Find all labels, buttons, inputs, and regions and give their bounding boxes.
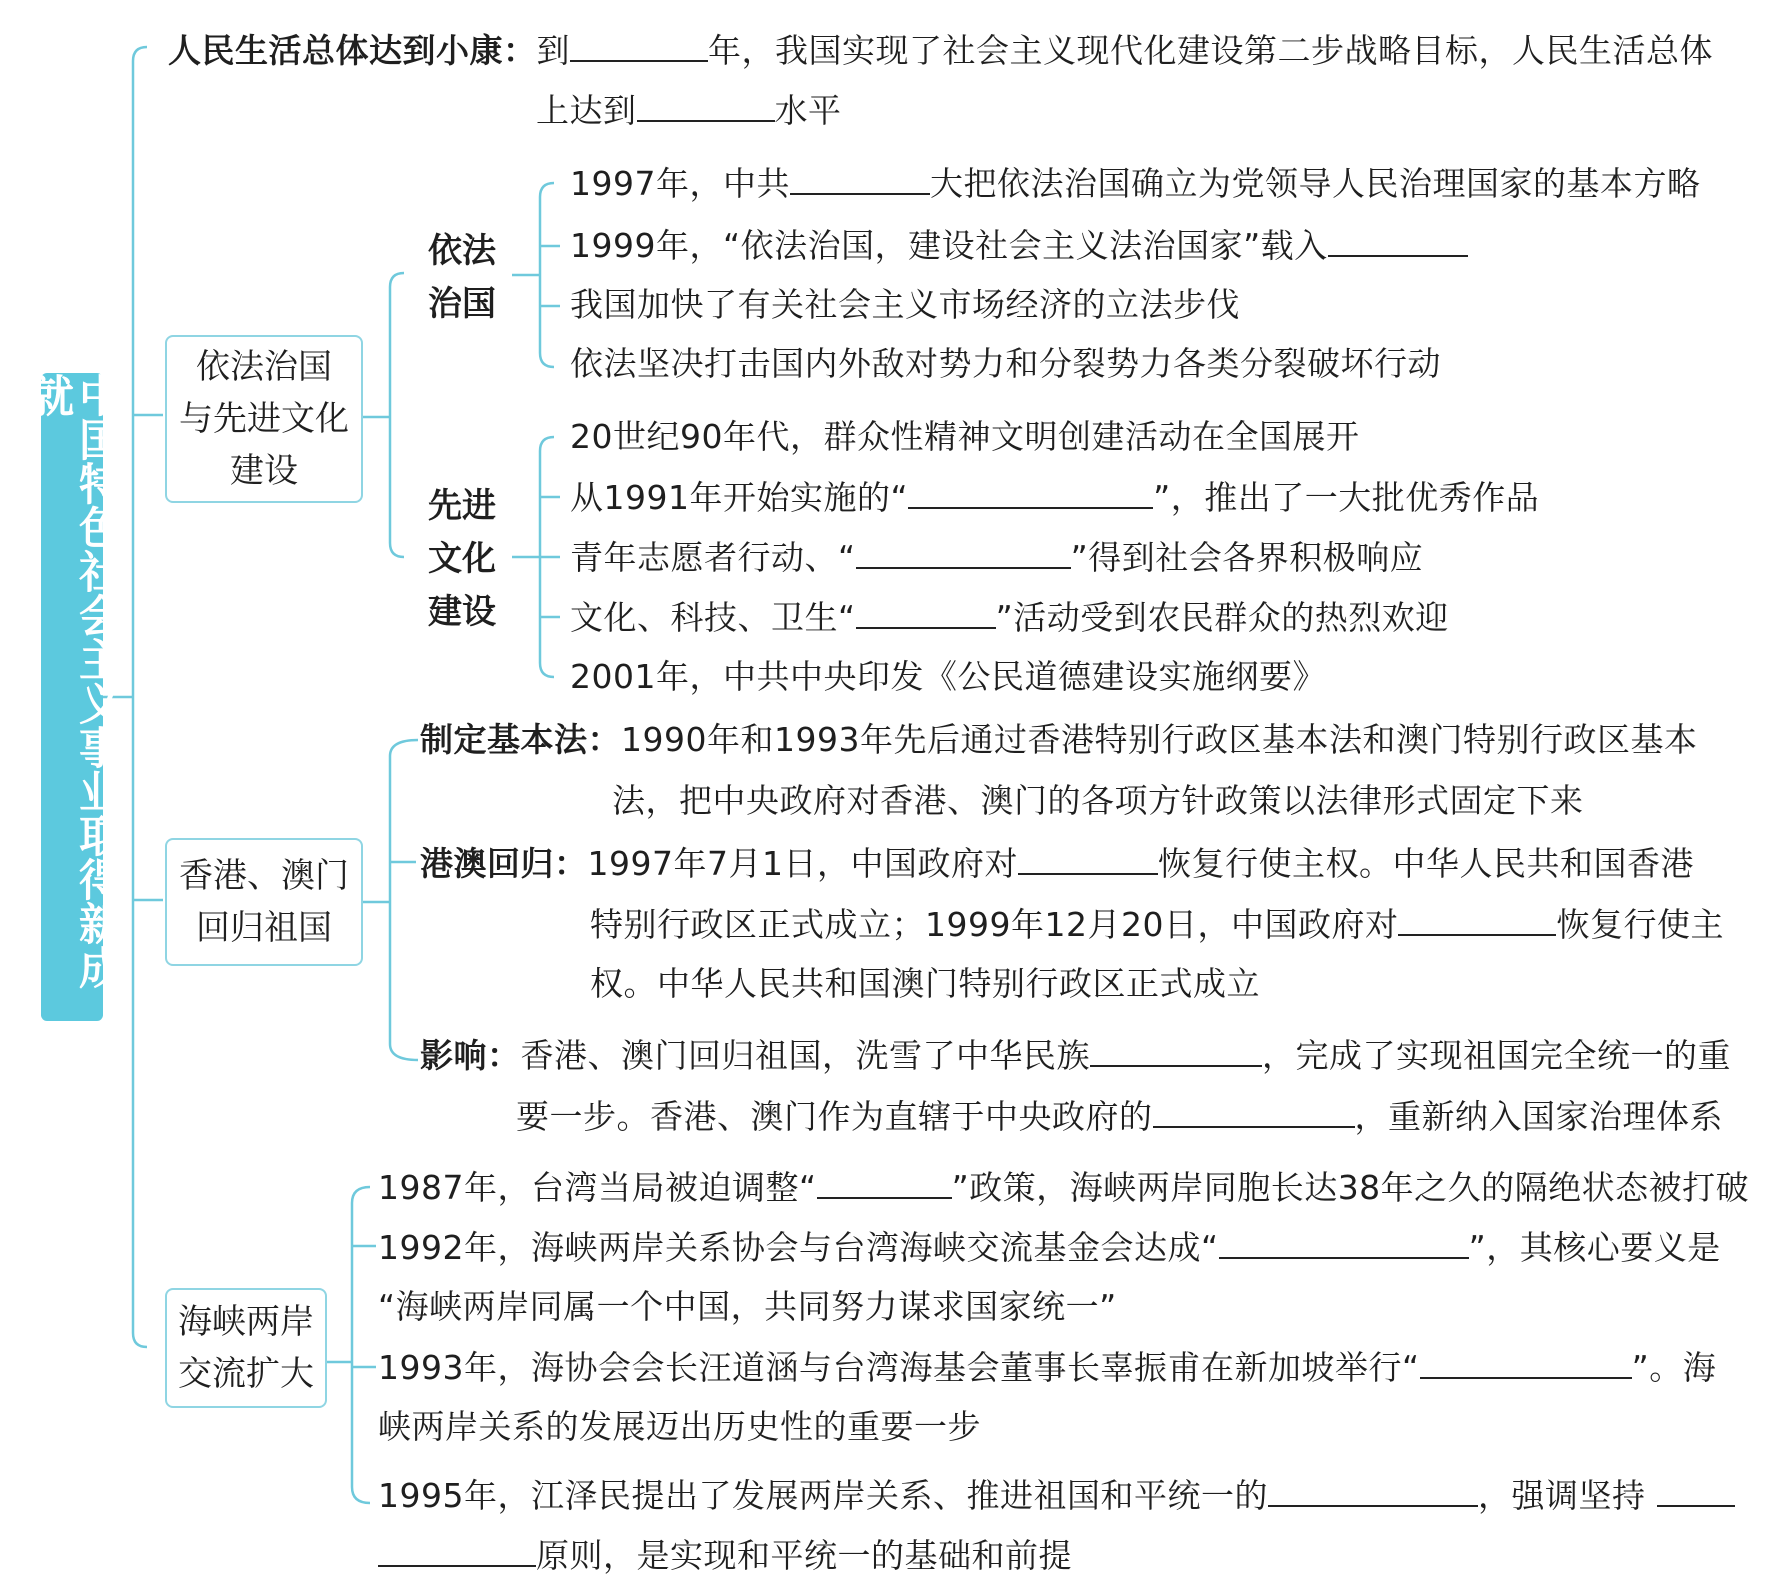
- strait-item-4: [378, 1475, 1735, 1516]
- item-text: 1997年，中共: [570, 164, 790, 203]
- item-text: 原则，是实现和平统一的基础和前提: [536, 1536, 1072, 1575]
- item-text: ”，其核心要义是: [1468, 1228, 1721, 1267]
- item-text: 1993年，海协会会长汪道涵与台湾海基会董事长辜振甫在新加坡举行“: [378, 1348, 1420, 1387]
- item-text: 大把依法治国确立为党领导人民治理国家的基本方略: [929, 164, 1701, 203]
- impact-line-1: [420, 1035, 1731, 1076]
- fill-blank[interactable]: [908, 477, 1153, 509]
- item-text: 要一步。香港、澳门作为直辖于中央政府的: [516, 1097, 1153, 1136]
- xiaokang-text-2a: 上达到: [536, 91, 637, 130]
- strait-item-3-cont: 峡两岸关系的发展迈出历史性的重要一步: [378, 1407, 981, 1446]
- fill-blank[interactable]: [856, 537, 1071, 569]
- fill-blank[interactable]: [1090, 1035, 1262, 1067]
- fill-blank[interactable]: [1018, 843, 1158, 875]
- item-text: ”得到社会各界积极响应: [1070, 538, 1424, 577]
- topic-box-culture-label: 依法治国 与先进文化 建设: [179, 347, 349, 491]
- advanced-culture-item-2: [570, 477, 1539, 518]
- fill-blank[interactable]: [790, 163, 930, 195]
- item-text: ”，推出了一大批优秀作品: [1153, 478, 1540, 517]
- xiaokang-text-1a: 到: [536, 31, 570, 70]
- topic-box-strait: [165, 1288, 327, 1408]
- item-text: 恢复行使主权。中华人民共和国香港: [1157, 844, 1694, 883]
- advanced-culture-item-4: [570, 597, 1449, 638]
- topic-box-hk-macao-label: 香港、澳门 回归祖国: [179, 856, 349, 948]
- fill-blank[interactable]: [1328, 225, 1468, 257]
- sub-topic-rule-of-law: 依法 治国: [428, 231, 496, 324]
- topic-box-strait-label: 海峡两岸 交流扩大: [178, 1302, 314, 1394]
- strait-item-2-cont: “海峡两岸同属一个中国，共同努力谋求国家统一”: [378, 1287, 1117, 1326]
- return-line-3: 权。中华人民共和国澳门特别行政区正式成立: [590, 964, 1260, 1003]
- fill-blank[interactable]: [856, 597, 996, 629]
- item-text: 青年志愿者行动、“: [570, 538, 856, 577]
- item-text: 1997年7月1日，中国政府对: [587, 844, 1018, 883]
- strait-item-2: [378, 1227, 1721, 1268]
- fill-blank[interactable]: [378, 1535, 536, 1567]
- strait-item-4-cont: [378, 1535, 1072, 1576]
- impact-line-2: [516, 1096, 1723, 1137]
- item-text: 特别行政区正式成立；1999年12月20日，中国政府对: [590, 905, 1399, 944]
- xiaokang-line-1: [168, 30, 1713, 71]
- fill-blank[interactable]: [1219, 1227, 1469, 1259]
- strait-item-3: [378, 1347, 1716, 1388]
- topic-box-culture: [165, 335, 363, 503]
- fill-blank[interactable]: [1153, 1096, 1355, 1128]
- item-text: 1987年，台湾当局被迫调整“: [378, 1168, 817, 1207]
- xiaokang-text-2b: 水平: [774, 91, 842, 130]
- basic-law-line-1: [420, 720, 1697, 760]
- item-text: ，完成了实现祖国完全统一的重: [1262, 1036, 1731, 1075]
- fill-blank[interactable]: [1398, 904, 1556, 936]
- fill-blank[interactable]: [1420, 1347, 1632, 1379]
- fill-blank[interactable]: [1657, 1475, 1735, 1507]
- return-line-2: [590, 904, 1724, 945]
- sub-topic-advanced-culture: 先进 文化 建设: [428, 486, 496, 632]
- item-text: 从1991年开始实施的“: [570, 478, 909, 517]
- item-text: ”政策，海峡两岸同胞长达38年之久的隔绝状态被打破: [951, 1168, 1750, 1207]
- topic-box-hk-macao: [165, 838, 363, 966]
- item-text: ”活动受到农民群众的热烈欢迎: [995, 598, 1449, 637]
- item-text: ，重新纳入国家治理体系: [1354, 1097, 1723, 1136]
- item-text: 文化、科技、卫生“: [570, 598, 856, 637]
- item-text: 1990年和1993年先后通过香港特别行政区基本法和澳门特别行政区基本: [621, 720, 1698, 759]
- fill-blank[interactable]: [817, 1167, 952, 1199]
- item-text: 1999年，“依法治国，建设社会主义法治国家”载入: [570, 226, 1328, 265]
- fill-blank[interactable]: [570, 30, 708, 62]
- item-text: 恢复行使主: [1556, 905, 1724, 944]
- rule-of-law-item-2: [570, 225, 1468, 266]
- rule-of-law-item-3: 我国加快了有关社会主义市场经济的立法步伐: [570, 285, 1240, 324]
- fill-blank[interactable]: [1268, 1475, 1478, 1507]
- advanced-culture-item-3: [570, 537, 1423, 578]
- item-text: 香港、澳门回归祖国，洗雪了中华民族: [520, 1036, 1090, 1075]
- xiaokang-title: 人民生活总体达到小康：: [168, 31, 537, 70]
- xiaokang-text-1b: 年，我国实现了社会主义现代化建设第二步战略目标，人民生活总体: [708, 31, 1713, 70]
- xiaokang-line-2: [536, 90, 842, 131]
- advanced-culture-item-5: 2001年，中共中央印发《公民道德建设实施纲要》: [570, 657, 1326, 696]
- root-topic: 中国特色社会主义事业取得新成就: [41, 373, 103, 1021]
- rule-of-law-item-1: [570, 163, 1700, 204]
- return-line-1: [420, 843, 1694, 884]
- advanced-culture-item-1: 20世纪90年代，群众性精神文明创建活动在全国展开: [570, 417, 1360, 456]
- basic-law-line-2: 法，把中央政府对香港、澳门的各项方针政策以法律形式固定下来: [612, 781, 1584, 820]
- item-text: 1995年，江泽民提出了发展两岸关系、推进祖国和平统一的: [378, 1476, 1268, 1515]
- item-text: ”。海: [1631, 1348, 1717, 1387]
- rule-of-law-item-4: 依法坚决打击国内外敌对势力和分裂势力各类分裂破坏行动: [570, 344, 1441, 383]
- fill-blank[interactable]: [637, 90, 775, 122]
- return-title: 港澳回归：: [420, 844, 588, 883]
- strait-item-1: [378, 1167, 1749, 1208]
- item-text: ，强调坚持: [1477, 1476, 1646, 1515]
- item-text: 1992年，海峡两岸关系协会与台湾海峡交流基金会达成“: [378, 1228, 1219, 1267]
- impact-title: 影响：: [420, 1036, 521, 1075]
- basic-law-title: 制定基本法：: [420, 720, 621, 759]
